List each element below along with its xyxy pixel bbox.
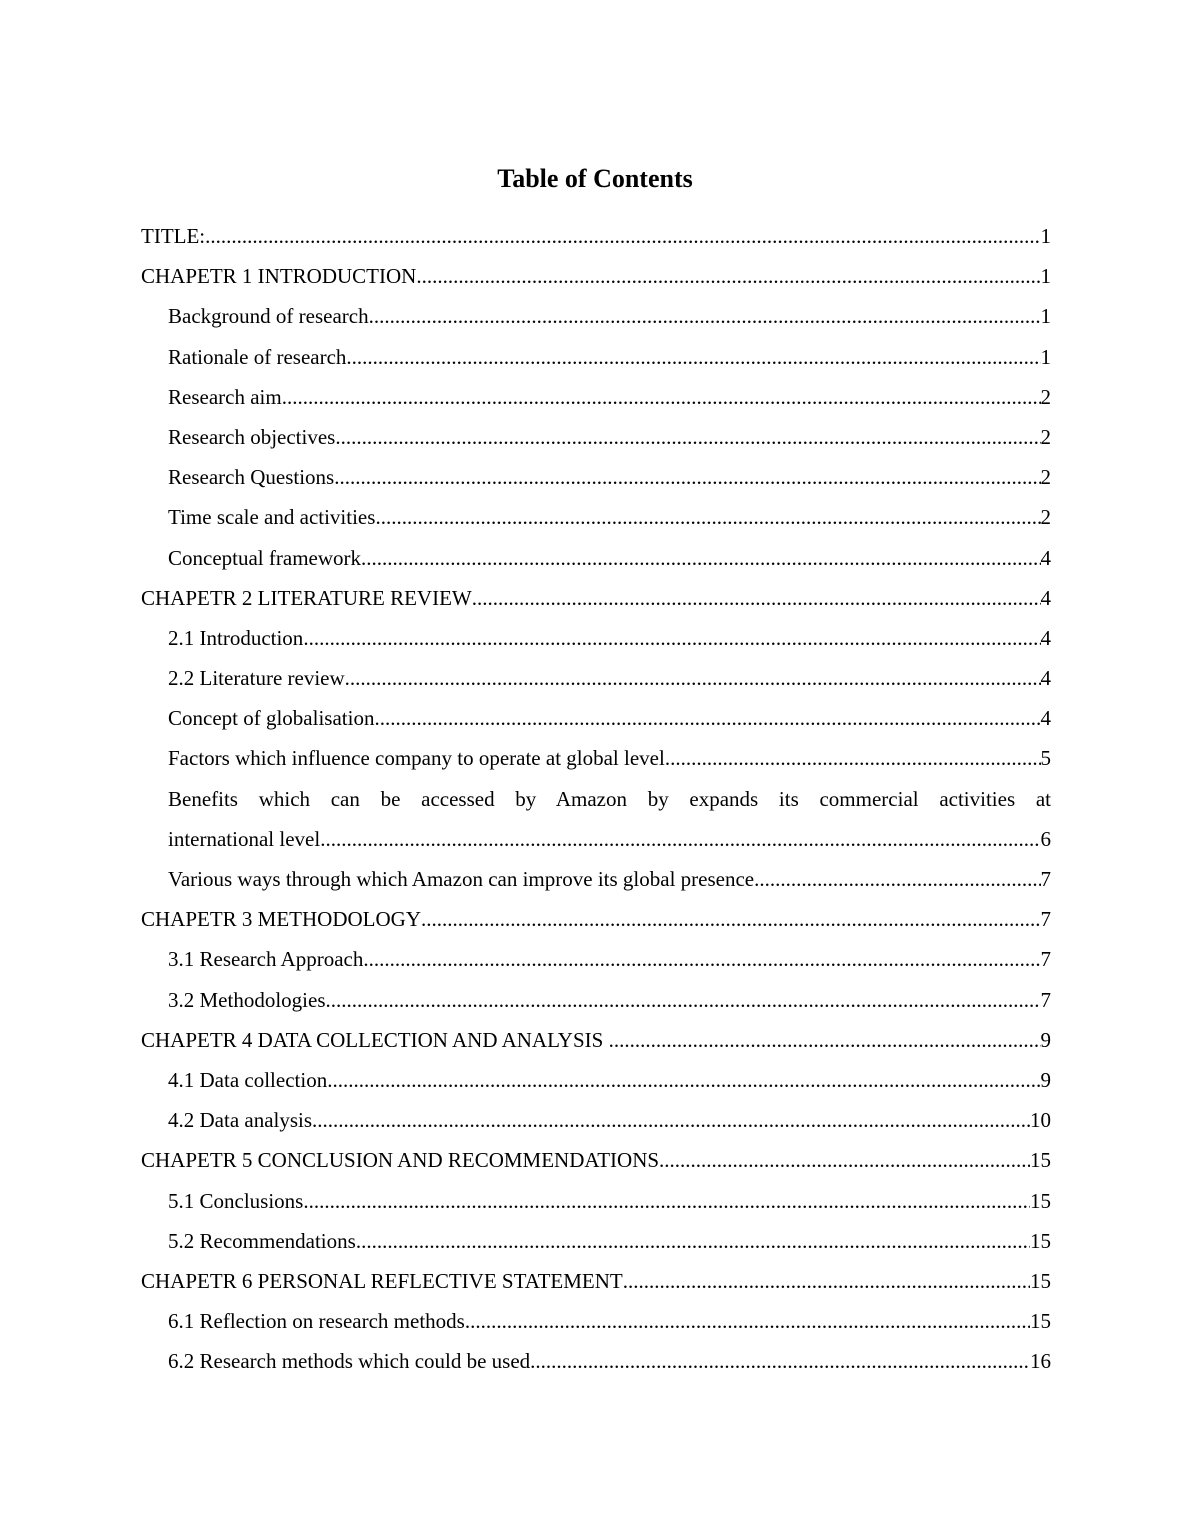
toc-page-number: 4 [1040, 585, 1051, 610]
toc-entry[interactable] [141, 256, 1051, 296]
toc-page-number: 15 [1030, 1148, 1051, 1173]
toc-page-number: 4 [1040, 706, 1051, 731]
toc-entry-label: 5.2 Recommendations [168, 1228, 356, 1253]
toc-dot-leader [346, 337, 1040, 377]
toc-dot-leader [312, 1100, 1030, 1140]
toc-entry[interactable] [141, 980, 1051, 1020]
toc-entry[interactable] [141, 779, 1051, 859]
toc-entry[interactable] [141, 658, 1051, 698]
toc-page-number: 2 [1040, 505, 1051, 530]
toc-heading: Table of Contents [497, 164, 693, 193]
toc-entry[interactable] [141, 216, 1051, 256]
toc-page-number: 16 [1030, 1349, 1051, 1374]
toc-dot-leader [303, 618, 1040, 658]
toc-entry-label: Factors which influence company to operate at global level [168, 746, 665, 771]
toc-dot-leader [609, 1020, 1041, 1060]
toc-page-number: 15 [1030, 1268, 1051, 1293]
toc-dot-leader [335, 417, 1040, 457]
toc-entry-label: Conceptual framework [168, 545, 362, 570]
toc-page-number: 1 [1040, 344, 1051, 369]
toc-entry-label-line1: Benefits which can be accessed by Amazon by expands its commercial activities at [168, 786, 1051, 811]
toc-entry-label: Research objectives [168, 424, 336, 449]
toc-page-number: 1 [1040, 224, 1051, 248]
toc-dot-leader [472, 578, 1041, 618]
toc-page-number: 7 [1040, 987, 1051, 1012]
toc-dot-leader [326, 980, 1041, 1020]
toc-dot-leader [754, 859, 1040, 899]
toc-dot-leader [356, 1221, 1030, 1261]
toc-page-number: 1 [1040, 304, 1051, 329]
toc-entry[interactable] [141, 296, 1051, 336]
toc-entry-label: 4.2 Data analysis [168, 1108, 313, 1133]
toc-page-number: 5 [1040, 746, 1051, 771]
toc-entry[interactable] [141, 1060, 1051, 1100]
toc-entry-label: international level [168, 826, 321, 851]
toc-entry-label: TITLE: [141, 224, 206, 248]
toc-entry-label: 6.1 Reflection on research methods [168, 1309, 465, 1334]
toc-page-number: 7 [1040, 947, 1051, 972]
toc-dot-leader [416, 256, 1040, 296]
toc-entry[interactable] [141, 899, 1051, 939]
toc-page-number: 4 [1040, 545, 1051, 570]
toc-entry-label: Concept of globalisation [168, 706, 375, 731]
toc-entry[interactable] [141, 337, 1051, 377]
toc-dot-leader [375, 497, 1040, 537]
toc-dot-leader [465, 1301, 1030, 1341]
toc-entry-label: 4.1 Data collection [168, 1067, 328, 1092]
toc-page-number: 15 [1030, 1309, 1051, 1334]
toc-page-number: 7 [1040, 907, 1051, 932]
toc-entry-label: Various ways through which Amazon can improve its global presence [168, 867, 755, 892]
toc-page-number: 7 [1040, 867, 1051, 892]
toc-entry[interactable] [141, 1140, 1051, 1180]
toc-entry-label: Background of research [168, 304, 369, 329]
toc-entry-label: 3.2 Methodologies [168, 987, 326, 1012]
toc-page-number: 4 [1040, 666, 1051, 691]
toc-dot-leader [665, 738, 1041, 778]
toc-entry-label: Time scale and activities [168, 505, 376, 530]
toc-entry[interactable] [141, 1341, 1051, 1381]
toc-entry-label: CHAPETR 3 METHODOLOGY [141, 907, 421, 932]
toc-entry[interactable] [141, 377, 1051, 417]
toc-page-number: 2 [1040, 384, 1051, 409]
toc-entry-label: 2.1 Introduction [168, 625, 304, 650]
toc-dot-leader [363, 939, 1040, 979]
toc-entry[interactable] [141, 1100, 1051, 1140]
toc-entry-label: 5.1 Conclusions [168, 1188, 304, 1213]
toc-entry-label: 6.2 Research methods which could be used [168, 1349, 531, 1374]
toc-entry-label: Research Questions [168, 465, 335, 490]
toc-list [141, 216, 1051, 1381]
toc-dot-leader [530, 1341, 1030, 1381]
toc-entry[interactable] [141, 457, 1051, 497]
toc-entry-label: Rationale of research [168, 344, 347, 369]
toc-dot-leader [282, 377, 1041, 417]
toc-page-number: 4 [1040, 625, 1051, 650]
toc-entry-label: CHAPETR 1 INTRODUCTION [141, 264, 417, 289]
toc-page-number: 1 [1040, 264, 1051, 289]
toc-entry-label: Research aim [168, 384, 282, 409]
toc-entry-label: CHAPETR 5 CONCLUSION AND RECOMMENDATIONS [141, 1148, 660, 1173]
toc-entry[interactable] [141, 1020, 1051, 1060]
toc-page-number: 2 [1040, 424, 1051, 449]
toc-page-number: 15 [1030, 1188, 1051, 1213]
toc-dot-leader [345, 658, 1041, 698]
toc-page-number: 10 [1030, 1108, 1051, 1133]
toc-entry-label: CHAPETR 2 LITERATURE REVIEW [141, 585, 472, 610]
toc-entry-label: 3.1 Research Approach [168, 947, 364, 972]
toc-entry[interactable] [141, 1221, 1051, 1261]
toc-page-number: 9 [1040, 1067, 1051, 1092]
toc-entry[interactable] [141, 939, 1051, 979]
toc-dot-leader [659, 1140, 1030, 1180]
toc-page-number: 6 [1040, 826, 1051, 851]
toc-page-number: 9 [1040, 1027, 1051, 1052]
toc-dot-leader [361, 538, 1040, 578]
toc-dot-leader [421, 899, 1041, 939]
toc-dot-leader [334, 457, 1040, 497]
toc-entry-label: CHAPETR 6 PERSONAL REFLECTIVE STATEMENT [141, 1268, 623, 1293]
toc-entry-label: 2.2 Literature review [168, 666, 345, 691]
toc-entry[interactable] [141, 859, 1051, 899]
toc-page-number: 2 [1040, 465, 1051, 490]
toc-entry[interactable] [141, 417, 1051, 457]
toc-dot-leader [374, 698, 1040, 738]
toc-entry-label: CHAPETR 4 DATA COLLECTION AND ANALYSIS [141, 1027, 609, 1052]
toc-entry[interactable] [141, 618, 1051, 658]
toc-dot-leader [623, 1261, 1030, 1301]
toc-entry[interactable] [141, 1181, 1051, 1221]
toc-entry[interactable] [141, 1301, 1051, 1341]
toc-dot-leader [320, 819, 1040, 859]
toc-dot-leader [327, 1060, 1040, 1100]
toc-entry[interactable] [141, 698, 1051, 738]
toc-dot-leader [205, 216, 1040, 256]
toc-entry[interactable] [141, 578, 1051, 618]
toc-entry[interactable] [141, 497, 1051, 537]
toc-entry[interactable] [141, 738, 1051, 778]
toc-entry[interactable] [141, 538, 1051, 578]
toc-dot-leader [369, 296, 1041, 336]
toc-dot-leader [303, 1181, 1030, 1221]
toc-entry[interactable] [141, 1261, 1051, 1301]
toc-page-number: 15 [1030, 1228, 1051, 1253]
